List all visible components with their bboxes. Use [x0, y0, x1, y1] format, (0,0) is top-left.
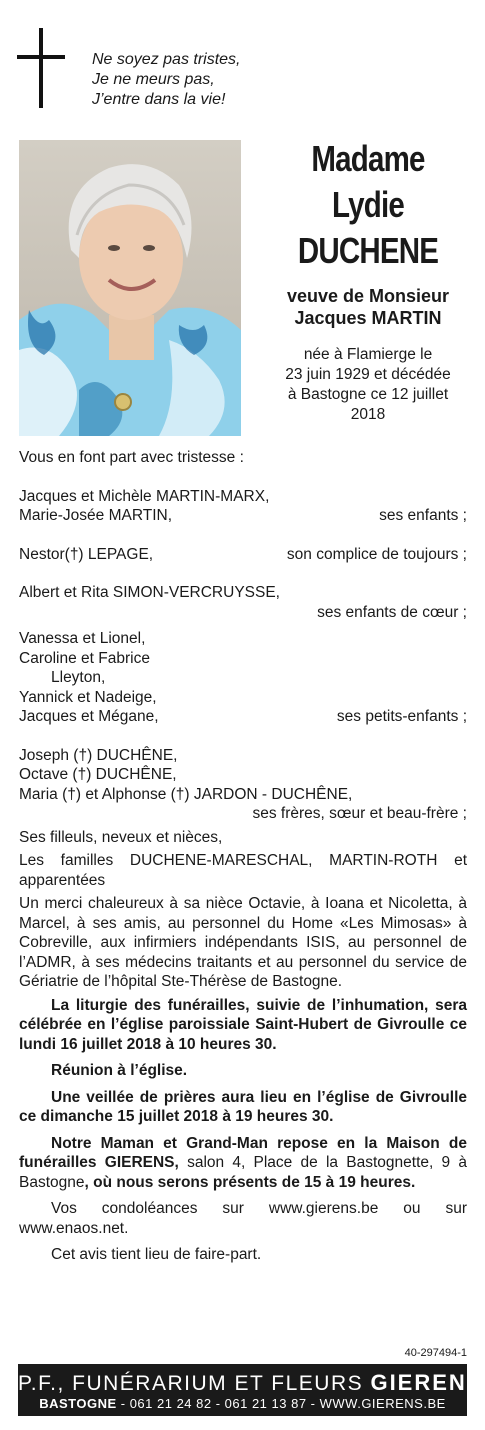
companion-row [19, 545, 467, 565]
reunion-text: Réunion à l’église. [51, 1062, 188, 1079]
sibling-2: Octave (†) DUCHÊNE, [19, 766, 177, 783]
widow-line-1: veuve de Monsieur [286, 286, 450, 306]
cross-icon-bar [17, 55, 65, 59]
grandchild-2: Caroline et Fabrice [19, 649, 150, 667]
grandchildren-role: ses petits-enfants ; [336, 708, 467, 725]
grandchild-4: Yannick et Nadeige, [19, 688, 157, 706]
rest-normal: salon 4, Place de la Bastognette, 9 à Bastogne [19, 1154, 467, 1191]
children-name-2: Marie-Josée MARTIN, [19, 507, 173, 524]
portrait-photo [19, 140, 241, 436]
banner-brand: GIERENS [370, 1370, 484, 1395]
birth-line-1: née à Flamierge le [303, 346, 433, 363]
rest-bold-2: , où nous serons présents de 15 à 19 heures. [84, 1173, 416, 1191]
banner-contacts: - 061 21 24 82 - 061 21 13 87 - WWW.GIERENS.BE [116, 1396, 446, 1411]
vigil-text: Une veillée de prières aura lieu en l’église de Givroulle ce dimanche 15 juillet 2018 à 19 heures 30. [19, 1088, 467, 1125]
widow-line-2: Jacques MARTIN [294, 308, 442, 328]
grandchildren-row [19, 707, 467, 727]
companion-name: Nestor(†) LEPAGE, [19, 545, 154, 563]
quote-line-3: J’entre dans la vie! [92, 91, 226, 108]
thanks-text: Un merci chaleureux à sa nièce Octavie, à Ioana et Nicoletta, à Marcel, à ses amis, au personnel du Home «Les Mimosas» à Cobreville, aux infirmiers indépendants ISIS, au personnel de l’ADMR, à ses médecins traitants et au personnel du service de Gériatrie de l’hôpital Ste-Thérèse de Bastogne. [19, 895, 467, 990]
banner-line-1 [18, 1370, 484, 1396]
funeral-home-banner [18, 1364, 484, 1416]
grandchild-5: Jacques et Mégane, [19, 708, 159, 725]
liturgy-text: La liturgie des funérailles, suivie de l’inhumation, sera célébrée en l’église paroissiale Saint-Hubert de Givroulle ce lundi 16 juillet 2018 à 10 heures 30. [19, 996, 467, 1053]
quote-line-1: Ne soyez pas tristes, [92, 51, 241, 68]
birth-death-info [255, 345, 481, 425]
reference-number: 40-297494-1 [404, 1347, 467, 1359]
heart-children-role: ses enfants de cœur ; [317, 603, 467, 621]
last-name: DUCHENE [297, 230, 439, 271]
notice-body [19, 448, 467, 1265]
widow-of [255, 285, 481, 329]
first-name: Lydie [332, 184, 404, 225]
banner-prefix: P.F., FUNÉRARIUM ET FLEURS [18, 1372, 371, 1395]
children-role: ses enfants ; [379, 507, 467, 524]
companion-role: son complice de toujours ; [286, 545, 467, 563]
intro-text: Vous en font part avec tristesse : [19, 449, 244, 466]
grandchild-3: Lleyton, [51, 669, 106, 686]
families-text: Les familles DUCHENE-MARESCHAL, MARTIN-ROTH et apparentées [19, 852, 467, 889]
condolences-text: Vos condoléances sur www.gierens.be ou sur www.enaos.net. [19, 1200, 467, 1237]
birth-line-2: 23 juin 1929 et décédée [285, 366, 451, 383]
banner-line-2 [18, 1396, 467, 1411]
banner-city: BASTOGNE [39, 1396, 117, 1411]
notice-text: Cet avis tient lieu de faire-part. [51, 1246, 262, 1263]
birth-line-3: à Bastogne ce 12 juillet [287, 386, 449, 403]
name-title: Madame [311, 138, 425, 179]
quote-line-2: Je ne meurs pas, [92, 71, 215, 88]
godchildren-text: Ses filleuls, neveux et nièces, [19, 828, 223, 846]
children-row [19, 506, 467, 526]
grandchild-1: Vanessa et Lionel, [19, 630, 146, 647]
sibling-1: Joseph (†) DUCHÊNE, [19, 746, 178, 764]
sibling-3: Maria (†) et Alphonse (†) JARDON - DUCHÊNE, [19, 785, 353, 803]
cross-icon [39, 28, 43, 108]
rest-bold-1: Notre Maman et Grand-Man repose en la Maison de funérailles GIERENS, [19, 1134, 467, 1171]
rest-text [19, 1134, 467, 1193]
birth-line-4: 2018 [350, 406, 386, 423]
siblings-role: ses frères, sœur et beau-frère ; [252, 805, 467, 822]
epitaph-quote [92, 50, 241, 110]
children-name-1: Jacques et Michèle MARTIN-MARX, [19, 487, 270, 505]
heart-children-name: Albert et Rita SIMON-VERCRUYSSE, [19, 584, 280, 601]
